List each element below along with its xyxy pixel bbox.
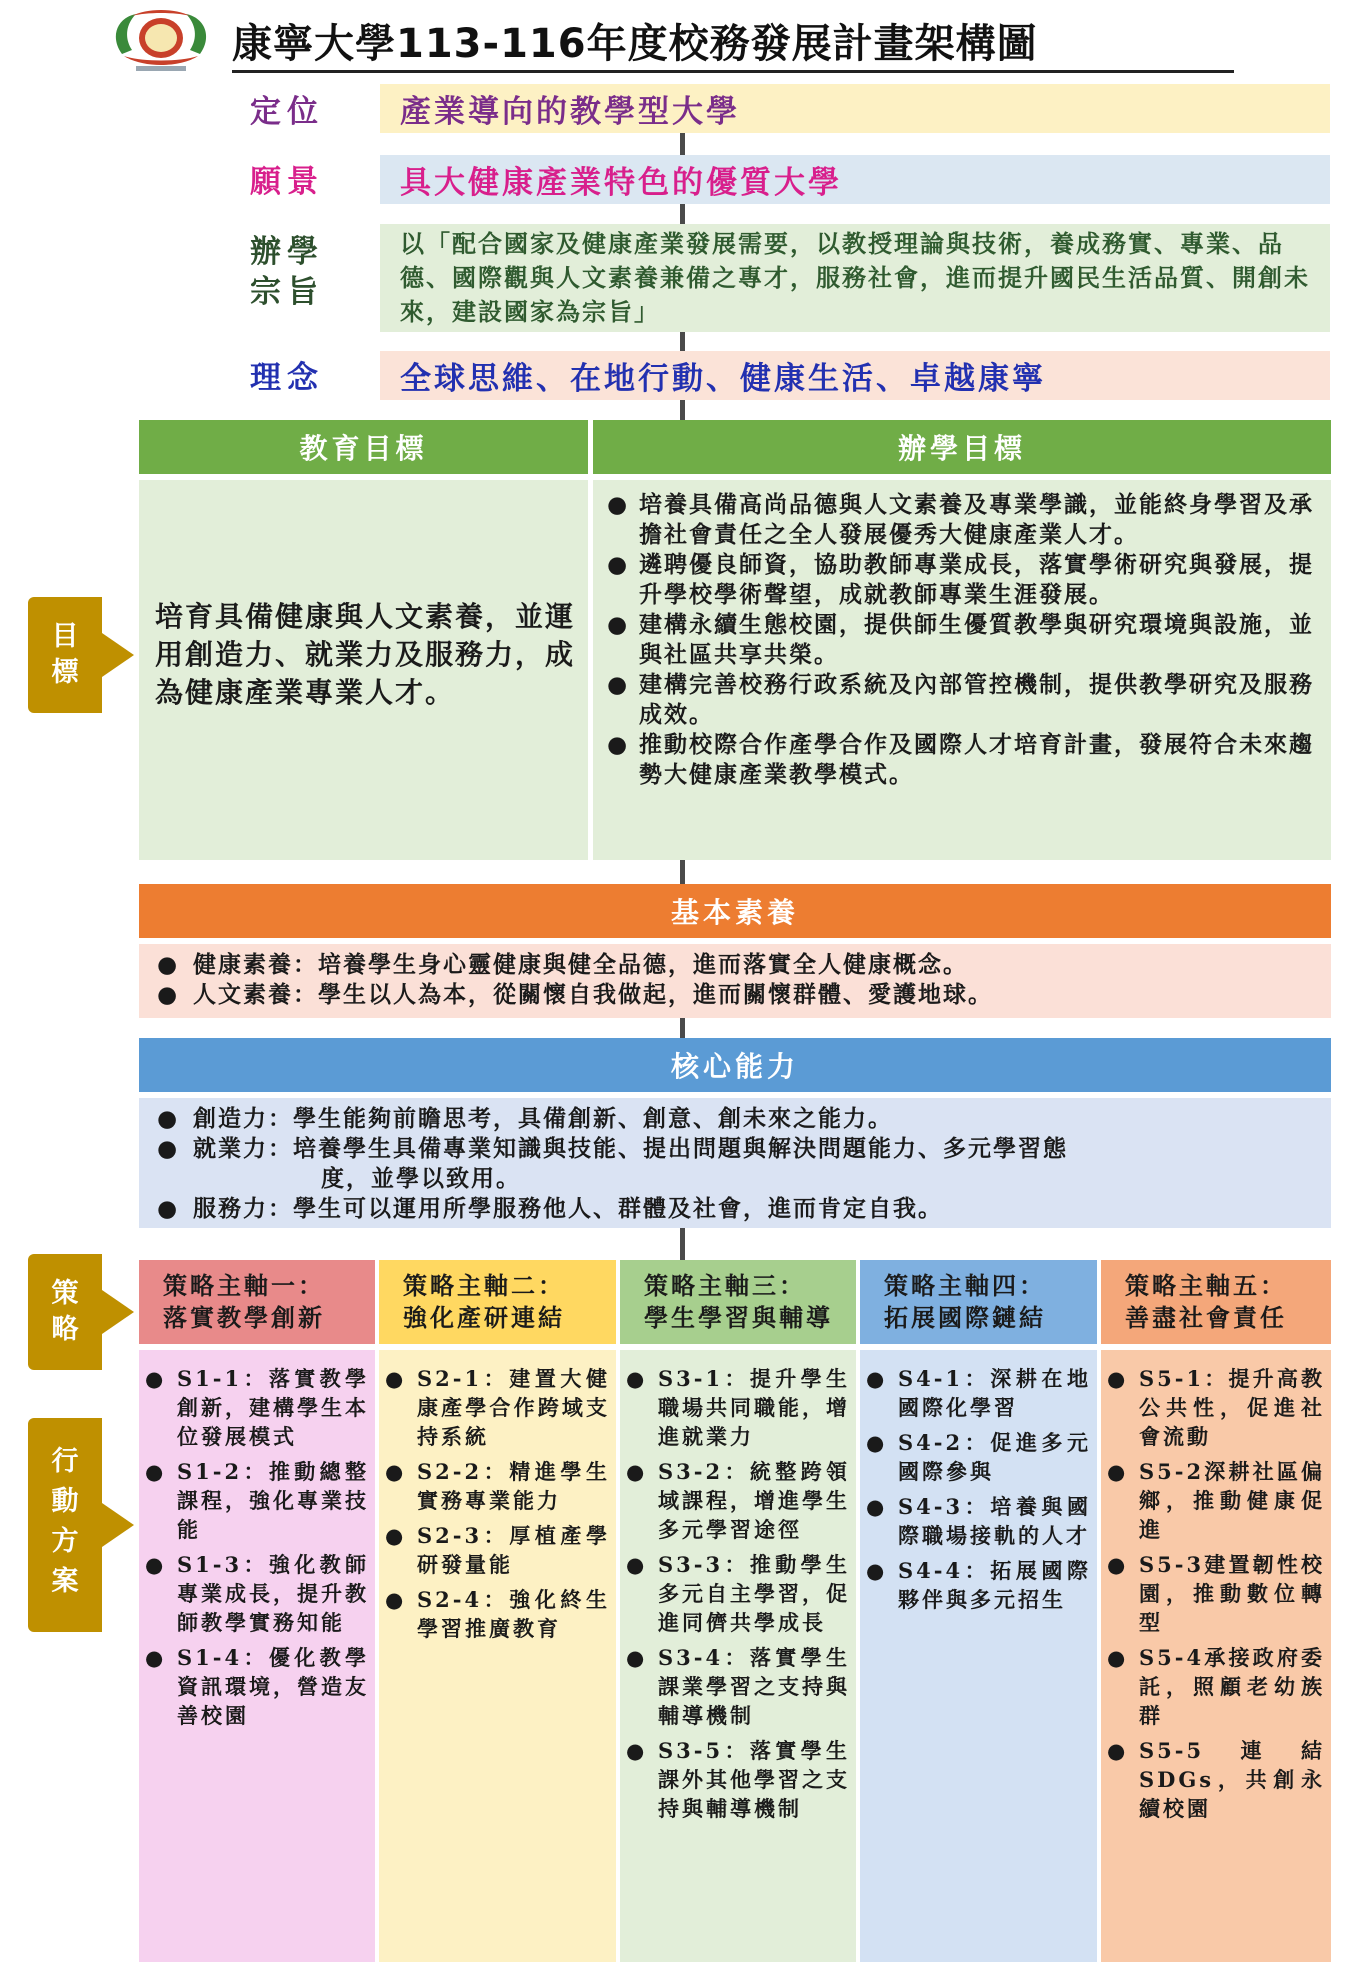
connector <box>680 400 685 420</box>
connector <box>680 204 685 224</box>
vision-text: 具大健康產業特色的優質大學 <box>400 165 842 201</box>
list-item: ● S2-2：精進學生實務專業能力 <box>383 1457 610 1515</box>
list-item: ● S1-2：推動總整課程，強化專業技能 <box>143 1457 369 1544</box>
list-item: ● S4-1：深耕在地國際化學習 <box>864 1364 1091 1422</box>
list-item: ● S2-4：強化終生學習推廣教育 <box>383 1585 610 1643</box>
connector <box>680 860 685 884</box>
mission-label-line2: 宗旨 <box>250 274 324 310</box>
side-label-char: 案 <box>51 1566 79 1597</box>
list-item: ● S5-5連結SDGs，共創永續校園 <box>1105 1736 1325 1823</box>
list-item: ● 人文素養：學生以人為本，從關懷自我做起，進而關懷群體、愛護地球。 <box>153 980 1321 1010</box>
strategy-axis-4-heading <box>860 1260 1097 1344</box>
strategy-axis-title: 策略主軸三： <box>644 1271 806 1300</box>
list-item: ● S5-2深耕社區偏鄉，推動健康促進 <box>1105 1457 1325 1544</box>
core-ability-continuation: 度，並學以致用。 <box>321 1165 521 1192</box>
positioning-text: 產業導向的教學型大學 <box>400 94 740 130</box>
basic-literacy-heading: 基本素養 <box>139 884 1331 938</box>
core-ability-text: 服務力：學生可以運用所學服務他人、群體及社會，進而肯定自我。 <box>193 1195 943 1222</box>
list-item: ● S2-3：厚植產學研發量能 <box>383 1521 610 1579</box>
list-item: ● 建構永續生態校園，提供師生優質教學與研究環境與設施，並與社區共享共榮。 <box>603 610 1323 670</box>
strategy-axis-3-heading <box>620 1260 856 1344</box>
side-label-char: 目 <box>51 621 79 652</box>
strategy-axis-subtitle: 落實教學創新 <box>163 1303 325 1332</box>
education-goal-heading: 教育目標 <box>139 420 588 474</box>
side-label-goal <box>28 597 102 713</box>
title-underline <box>232 70 1234 73</box>
positioning-box <box>380 84 1330 133</box>
strategy-axis-2-heading <box>379 1260 616 1344</box>
strategy-axis-subtitle: 學生學習與輔導 <box>644 1303 833 1332</box>
action-list <box>624 1364 850 1823</box>
strategy-axis-5-heading <box>1101 1260 1331 1344</box>
list-item: ● S4-3：培養與國際職場接軌的人才 <box>864 1492 1091 1550</box>
university-logo-icon <box>102 8 220 76</box>
connector <box>680 1018 685 1038</box>
list-item: ● S3-3：推動學生多元自主學習，促進同儕共學成長 <box>624 1550 850 1637</box>
list-item <box>153 1194 1321 1224</box>
mission-text: 以「配合國家及健康產業發展需要，以教授理論與技術，養成務實、專業、品德、國際觀與人文素養兼備之專才，服務社會，進而提升國民生活品質、開創未來，建設國家為宗旨」 <box>400 229 1310 326</box>
side-label-strategy <box>28 1254 102 1370</box>
list-item: ● 健康素養：培養學生身心靈健康與健全品德，進而落實全人健康概念。 <box>153 950 1321 980</box>
connector <box>680 133 685 155</box>
management-goal-heading: 辦學目標 <box>593 420 1331 474</box>
philosophy-text: 全球思維、在地行動、健康生活、卓越康寧 <box>400 361 1046 397</box>
list-item: ● 推動校際合作產學合作及國際人才培育計畫，發展符合未來趨勢大健康產業教學模式。 <box>603 730 1323 790</box>
side-label-char: 略 <box>51 1314 79 1345</box>
education-goal-text: 培育具備健康與人文素養，並運用創造力、就業力及服務力，成為健康產業專業人才。 <box>155 600 576 709</box>
list-item: ● S1-1：落實教學創新，建構學生本位發展模式 <box>143 1364 369 1451</box>
list-item <box>153 1134 1321 1194</box>
list-item <box>153 1104 1321 1134</box>
strategy-axis-title: 策略主軸五： <box>1125 1271 1287 1300</box>
side-label-char: 標 <box>51 657 79 688</box>
arrow-right-icon <box>102 1503 134 1547</box>
list-item: ● 遴聘優良師資，協助教師專業成長，落實學術研究與發展，提升學校學術聲望，成就教師專業生涯發展。 <box>603 550 1323 610</box>
list-item: ● S5-1：提升高教公共性，促進社會流動 <box>1105 1364 1325 1451</box>
connector <box>680 332 685 351</box>
action-list <box>143 1364 369 1730</box>
list-item: ● S4-4：拓展國際夥伴與多元招生 <box>864 1556 1091 1614</box>
side-label-char: 行 <box>51 1446 79 1477</box>
management-goal-list <box>603 490 1323 790</box>
side-label-action <box>28 1418 102 1632</box>
mission-label-line1: 辦學 <box>250 234 324 270</box>
core-abilities-list <box>153 1104 1321 1224</box>
management-goal-body <box>593 480 1331 860</box>
list-item: ● S3-2：統整跨領域課程，增進學生多元學習途徑 <box>624 1457 850 1544</box>
list-item: ● S1-3：強化教師專業成長，提升教師教學實務知能 <box>143 1550 369 1637</box>
core-ability-text: 就業力：培養學生具備專業知識與技能、提出問題與解決問題能力、多元學習態 <box>193 1135 1068 1162</box>
list-item: ● S3-4：落實學生課業學習之支持與輔導機制 <box>624 1643 850 1730</box>
positioning-label: 定位 <box>250 94 324 130</box>
strategy-axis-4-actions <box>860 1350 1097 1962</box>
strategy-axis-title: 策略主軸四： <box>884 1271 1046 1300</box>
strategy-axis-2-actions <box>379 1350 616 1962</box>
side-label-char: 方 <box>51 1526 79 1557</box>
strategy-axis-subtitle: 強化產研連結 <box>403 1303 565 1332</box>
strategy-axis-3-actions <box>620 1350 856 1962</box>
action-list <box>383 1364 610 1643</box>
list-item: ● S1-4：優化教學資訊環境，營造友善校園 <box>143 1643 369 1730</box>
list-item: ● S5-4承接政府委託，照顧老幼族群 <box>1105 1643 1325 1730</box>
core-abilities-heading: 核心能力 <box>139 1038 1331 1092</box>
vision-box <box>380 155 1330 204</box>
connector <box>680 1228 685 1260</box>
list-item: ● S3-1：提升學生職場共同職能，增進就業力 <box>624 1364 850 1451</box>
core-ability-text: 創造力：學生能夠前瞻思考，具備創新、創意、創未來之能力。 <box>193 1105 893 1132</box>
action-list <box>1105 1364 1325 1823</box>
mission-label <box>250 232 324 312</box>
side-label-char: 動 <box>51 1486 79 1517</box>
action-list <box>864 1364 1091 1614</box>
mission-box <box>380 224 1330 332</box>
strategy-axis-1-actions <box>139 1350 375 1962</box>
strategy-axis-1-heading <box>139 1260 375 1344</box>
education-goal-body <box>139 480 588 860</box>
basic-literacy-body <box>139 944 1331 1018</box>
side-label-char: 策 <box>51 1278 79 1309</box>
page-title: 康寧大學113-116年度校務發展計畫架構圖 <box>232 21 1038 67</box>
philosophy-box <box>380 351 1330 400</box>
core-abilities-body <box>139 1098 1331 1228</box>
basic-literacy-list <box>153 950 1321 1010</box>
philosophy-label: 理念 <box>250 360 324 396</box>
strategy-axis-5-actions <box>1101 1350 1331 1962</box>
strategy-axis-subtitle: 拓展國際鏈結 <box>884 1303 1046 1332</box>
arrow-right-icon <box>102 1290 134 1334</box>
list-item: ● 培養具備高尚品德與人文素養及專業學識，並能終身學習及承擔社會責任之全人發展優秀大健康產業人才。 <box>603 490 1323 550</box>
list-item: ● S4-2：促進多元國際參與 <box>864 1428 1091 1486</box>
strategy-axis-subtitle: 善盡社會責任 <box>1125 1303 1287 1332</box>
list-item: ● S5-3建置韌性校園，推動數位轉型 <box>1105 1550 1325 1637</box>
vision-label: 願景 <box>250 164 324 200</box>
list-item: ● S3-5：落實學生課外其他學習之支持與輔導機制 <box>624 1736 850 1823</box>
list-item: ● S2-1：建置大健康產學合作跨域支持系統 <box>383 1364 610 1451</box>
strategy-axis-title: 策略主軸一： <box>163 1271 325 1300</box>
strategy-axis-title: 策略主軸二： <box>403 1271 565 1300</box>
arrow-right-icon <box>102 633 134 677</box>
list-item: ● 建構完善校務行政系統及內部管控機制，提供教學研究及服務成效。 <box>603 670 1323 730</box>
